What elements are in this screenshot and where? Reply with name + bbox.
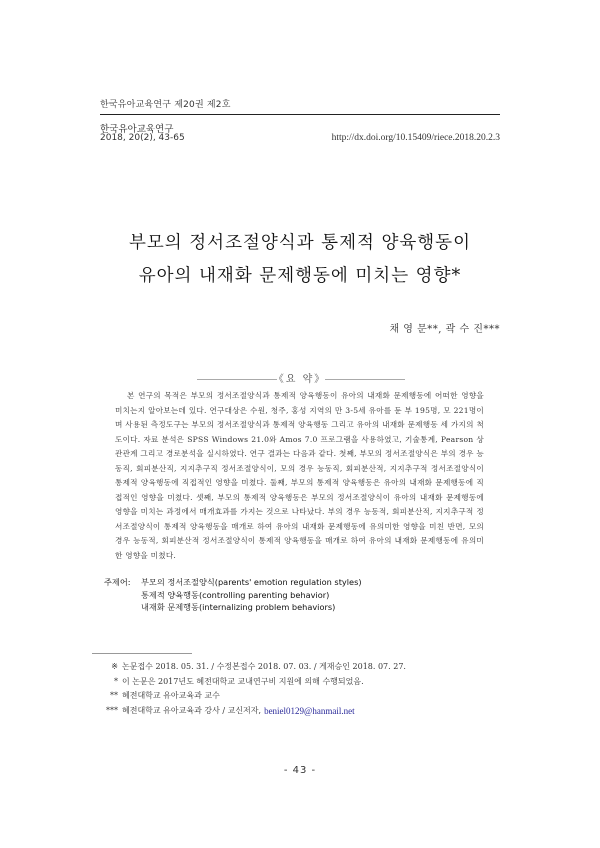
footnote-mark: ※: [111, 662, 118, 671]
corresponding-email[interactable]: beniel0129@hanmail.net: [264, 705, 355, 716]
header-divider: [100, 114, 500, 115]
footnote-text: 논문접수 2018. 05. 31. / 수정본접수 2018. 07. 03. / 게재승인 2018. 07. 27.: [122, 662, 406, 671]
journal-issue: 2018, 20(2), 43-65: [100, 133, 185, 143]
keyword-item: 통제적 양육행동(controlling parenting behavior): [141, 589, 330, 600]
footnote-text: 이 논문은 2017년도 혜전대학교 교내연구비 지원에 의해 수행되었음.: [122, 676, 364, 686]
keywords-label: 주제어:: [104, 577, 131, 587]
journal-name: 한국유아교육연구: [100, 124, 174, 135]
running-header: 한국유아교육연구 제20권 제2호: [100, 100, 231, 110]
paper-title-line-1: 부모의 정서조절양식과 통제적 양육행동이: [129, 233, 471, 253]
footnote-mark: ***: [106, 705, 118, 715]
footnote: [100, 704, 406, 719]
abstract-heading: 《요 약》: [273, 374, 327, 385]
abstract-rule-right: [325, 379, 405, 380]
doi-link[interactable]: http://dx.doi.org/10.15409/riece.2018.20.2.3: [331, 133, 500, 143]
keyword-row: [104, 589, 362, 602]
footnote-mark: **: [110, 691, 118, 700]
footnote-mark: *: [114, 676, 118, 686]
footnote-divider: [92, 653, 192, 654]
footnote: [100, 689, 406, 704]
keyword-row: [104, 576, 362, 589]
keyword-row: [104, 601, 362, 614]
page-number: - 43 -: [283, 765, 317, 776]
footnotes: [100, 660, 406, 718]
footnote-text: 혜전대학교 유아교육과 강사 / 교신저자,: [122, 705, 262, 715]
paper-title-line-2: 유아의 내재화 문제행동에 미치는 영향*: [138, 266, 462, 286]
authors: 채 영 문**, 곽 수 진***: [389, 324, 500, 335]
abstract-body: 본 연구의 목적은 부모의 정서조절양식과 통제적 양육행동이 유아의 내재화 문제행동에 어떠한 영향을 미치는지 알아보는데 있다. 연구대상은 수원, 청주, 홍성 지역의 만 3-5세 유아를 둔 부 195명, 모 221명이며 사용된 측정도구는 부모의 정서조절양식과 통제적 양육행동 그리고 유아의 내재화 문제행동 세 가지의 척도이다. 자료 분석은 SPSS Windows 21.0와 Amos 7.0 프로그램을 사용하였고, 기술통계, Pearson 상관관계 그리고 경로분석을 실시하였다. 연구 결과는 다음과 같다. 첫째, 부모의 정서조절양식은 부의 경우 능동직, 회피분산직, 지지추구직 정서조절양식이, 모의 경우 능동직, 회피분산적, 지지추구적 정서조절양식이 통제적 양육행동에 직접적인 영향을 미쳤다. 둘째, 부모의 통제적 양육행동은 유아의 내재화 문제행동에 직접적인 영향을 미쳤다. 셋째, 부모의 통제적 양육행동은 부모의 정서조절양식이 유아의 내재화 문제행동에 영향을 미치는 과정에서 매개효과를 가지는 것으로 나타났다. 부의 경우 능동적, 회피분산적, 지지추구적 정서조절양식이 통제적 양육행동을 매개로 하여 유아의 내재화 문제행동에 유의미한 영향을 미친 반면, 모의 경우 능동적, 회피분산적 정서조절양식이 통제적 양육행동을 매개로 하여 유아의 내재화 문제행동에 유의미한 영향을 미쳤다.: [115, 391, 484, 561]
footnote-text: 혜전대학교 유아교육과 교수: [122, 691, 220, 700]
footnote: [100, 660, 406, 675]
keyword-item: 내재화 문제행동(internalizing problem behaviors): [141, 602, 336, 612]
keyword-item: 부모의 정서조절양식(parents' emotion regulation styles): [141, 577, 362, 587]
keywords-block: [104, 576, 362, 614]
footnote: [100, 675, 406, 690]
